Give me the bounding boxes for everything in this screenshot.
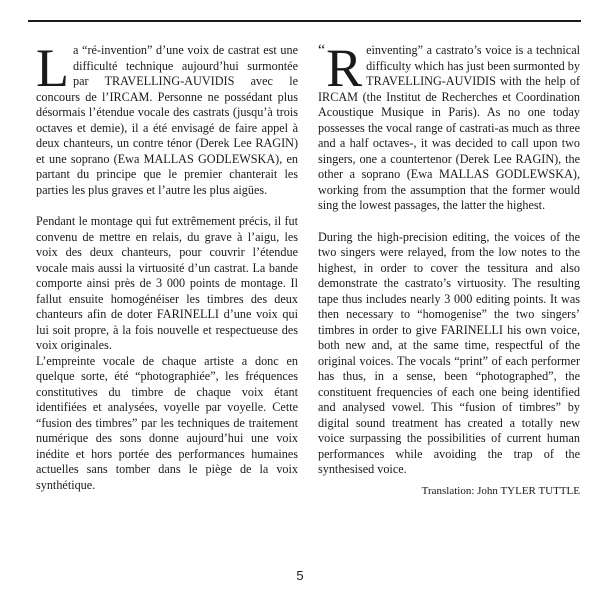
page-number: 5	[296, 568, 304, 583]
french-paragraph-1-text: a “ré-invention” d’une voix de castrat est une difficulté technique aujourd’hui surmontée par TRAVELLING-AUVIDIS avec le concours de l’IRCAM. Personne ne possédant plus désormais l’étendue vocale des castrats (jusqu’à trois octaves et demie), il a été envisagé de faire appel à deux chanteurs, un contre ténor (Derek Lee RAGIN) et une soprano (Ewa MALLAS GODLEWSKA), en partant du principe que le premier chanterait les parties les plus graves et l’autre les plus aigües.	[36, 43, 298, 197]
english-column	[318, 38, 580, 499]
english-open-quote: “	[318, 42, 326, 59]
french-column	[36, 38, 298, 509]
english-dropcap: R	[326, 38, 363, 98]
french-paragraph-3: L’empreinte vocale de chaque artiste a donc en quelque sorte, été “photographiée”, les fréquences constitutives du timbre de chaque voix étant identifiées et analysées, voyelle par voyelle. Cette “fusion des timbres” par les techniques de traitement numérique des sons donne aujourd’hui une voix inédite et hors portée des performances humaines actuelles sans tomber dans le piège de la voix synthétique.	[36, 353, 298, 492]
english-paragraph-2: During the high-precision editing, the voices of the two singers were relayed, from the low notes to the highest, in order to cover the tessitura and also demonstrate the castrato’s virtuosity. The resulting tape thus includes nearly 3 000 editing points. It was then necessary to “homogenise” the two singers’ timbres in order to give FARINELLI his own voice, both new and, at the same time, respectful of the original voices. The vocals “print” of each performer has thus, in a sense, been “photographed”, the constituent frequencies of each one being identified and analysed vowel. This “fusion of timbres” by digital sound treatment has created a totally new voice surpassing the possibilities of current human performances while avoiding the trap of the synthesised voice.	[318, 229, 580, 476]
french-paragraph-2: Pendant le montage qui fut extrêmement précis, il fut convenu de mettre en relais, du grave à l’aigu, les voix des deux chanteurs, pour couvrir l’étendue vocale mais aussi la virtuosité d’un castrat. La bande comporte ainsi près de 3 000 points de montage. Il fallut ensuite homogénéiser les timbres des deux chanteurs afin de doter FARINELLI d’une voix qui lui soit propre, à la fois nouvelle et respectueuse des voix originales.	[36, 214, 298, 352]
english-paragraph-1-text: einventing” a castrato’s voice is a technical difficulty which has just been surmonted by TRAVELLING-AUVIDIS with the help of IRCAM (the Institut de Recherches et Coordination Acoustique Musique in Paris). As no one today possesses the vocal range of castrati-as much as three and a half octaves-, it was decided to call upon two singers, one a countertenor (Derek Lee RAGIN), the other a soprano (Ewa MALLAS GODLEWSKA), working from the assumption that the former would sing the lowest passages, the latter the highest.	[318, 43, 580, 212]
french-dropcap: L	[36, 38, 69, 98]
french-paragraph-1	[36, 38, 298, 198]
english-paragraph-1	[318, 38, 580, 214]
top-rule	[28, 20, 581, 22]
translation-credit: Translation: John TYLER TUTTLE	[421, 484, 580, 497]
